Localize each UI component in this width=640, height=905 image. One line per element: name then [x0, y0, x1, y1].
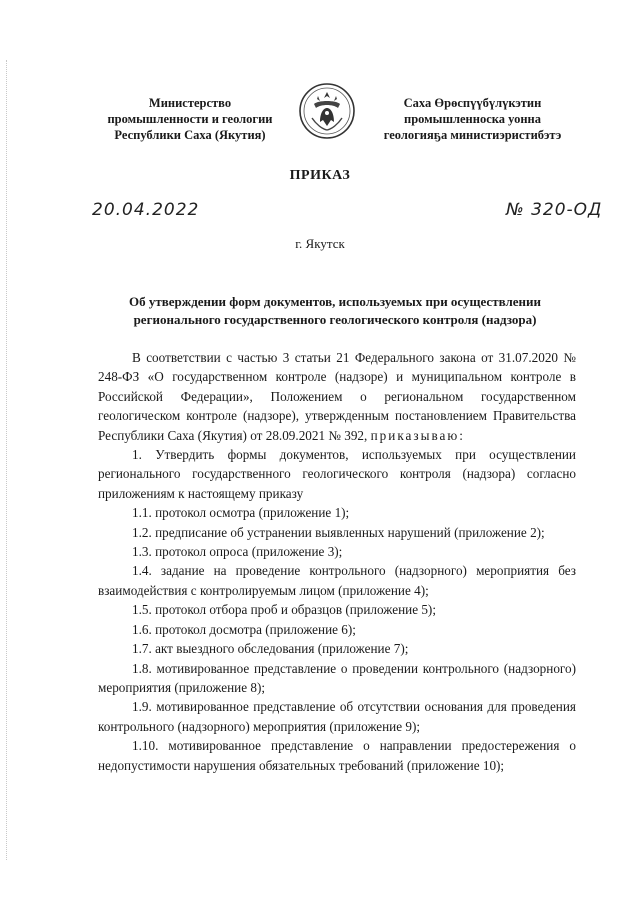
order-body	[98, 348, 576, 775]
ministry-ru-line-3: Республики Саха (Якутия)	[114, 128, 266, 142]
ministry-name-yakut	[375, 95, 570, 143]
ministry-name-russian	[100, 95, 280, 143]
handwritten-date: 20.04.2022	[92, 200, 200, 220]
ministry-ru-line-2: промышленности и геологии	[107, 112, 273, 126]
order-subject: Об утверждении форм документов, используемых при осуществлении регионального государственного геологического контроля (надзора)	[129, 294, 541, 327]
subitem-1-3: 1.3. протокол опроса (приложение 3);	[132, 544, 343, 560]
subitem-1-10: 1.10. мотивированное представление о направлении предостережения о недопустимости нарушения обязательных требований (приложение 10);	[98, 738, 576, 773]
order-word: приказываю:	[370, 427, 465, 443]
item-1-paragraph: 1. Утвердить формы документов, используемых при осуществлении регионального государственного геологического контроля (надзора) согласно приложениям к настоящему приказу	[98, 447, 576, 501]
ministry-sah-line-1: Саха Өрөспүүбүлүкэтин	[403, 96, 542, 110]
preamble-paragraph	[98, 348, 576, 445]
coat-of-arms-emblem	[298, 82, 356, 140]
subitem-1-4: 1.4. задание на проведение контрольного (надзорного) мероприятия без взаимодействия с контролируемым лицом (приложение 4);	[98, 563, 576, 598]
document-title: ПРИКАЗ	[289, 168, 351, 183]
handwritten-number: 320-ОД	[531, 200, 603, 220]
subitem-1-5: 1.5. протокол отбора проб и образцов (приложение 5);	[132, 602, 436, 618]
number-sign: №	[506, 200, 525, 220]
subitem-1-6: 1.6. протокол досмотра (приложение 6);	[132, 621, 356, 637]
ministry-sah-line-3: геологияҕа министиэристибэтэ	[383, 128, 562, 142]
ministry-sah-line-2: промышленноска уонна	[404, 112, 541, 126]
subitem-1-7: 1.7. акт выездного обследования (приложение 7);	[132, 641, 409, 657]
subitem-1-1: 1.1. протокол осмотра (приложение 1);	[132, 505, 350, 521]
order-number	[506, 200, 602, 220]
subitem-1-2: 1.2. предписание об устранении выявленных нарушений (приложение 2);	[132, 524, 545, 540]
city: г. Якутск	[295, 236, 345, 251]
preamble-text: В соответствии с частью 3 статьи 21 Федерального закона от 31.07.2020 № 248-ФЗ «О государственном контроле (надзоре) и муниципальном контроле в Российской Федерации», Положением о региональном государственном геологическом контроле (надзоре), утвержденным постановлением Правительства Республики Саха (Якутия) от 28.09.2021 № 392,	[98, 350, 576, 443]
subitem-1-8: 1.8. мотивированное представление о проведении контрольного (надзорного) мероприятия (приложение 8);	[98, 660, 576, 695]
subitem-1-9: 1.9. мотивированное представление об отсутствии основания для проведения контрольного (надзорного) мероприятия (приложение 9);	[98, 699, 576, 734]
ministry-ru-line-1: Министерство	[148, 96, 232, 110]
